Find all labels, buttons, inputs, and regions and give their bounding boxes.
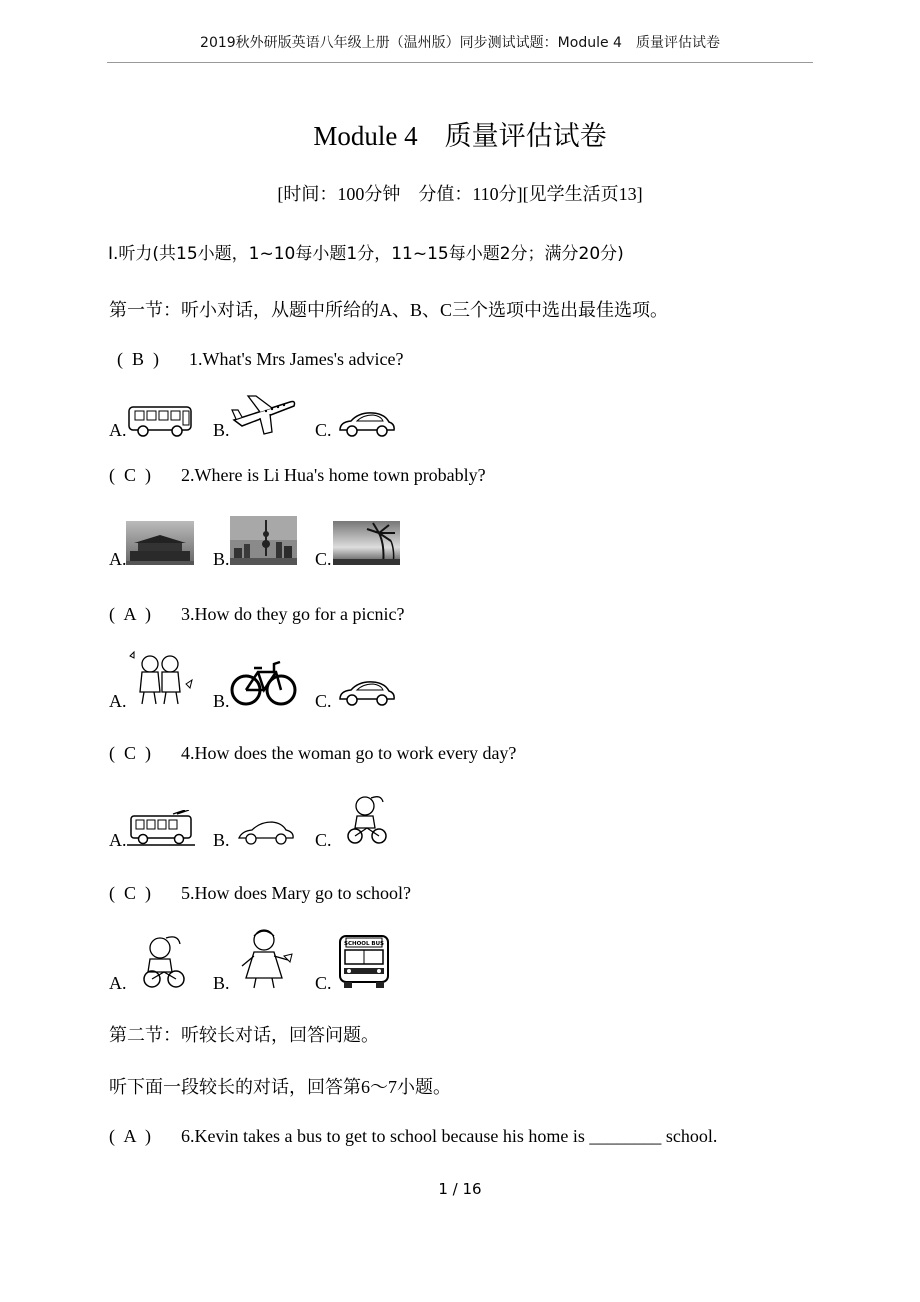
answer-letter: C — [123, 743, 136, 763]
question-6 — [109, 1126, 717, 1147]
option-label: A. — [109, 549, 127, 569]
answer-letter: A — [123, 604, 137, 624]
page-number: 1 / 16 — [438, 1180, 482, 1198]
car-icon — [337, 410, 397, 438]
girl-cycling-icon — [343, 792, 389, 846]
question-2 — [109, 465, 486, 486]
school-bus-icon — [336, 932, 392, 990]
answer-bracket: ( A ) — [109, 1126, 151, 1146]
option-label: C. — [315, 973, 332, 993]
option-label: B. — [213, 973, 230, 993]
option-label: C. — [315, 691, 332, 711]
option-label: A. — [109, 973, 127, 993]
question-5 — [109, 883, 411, 904]
option-label: B. — [213, 830, 230, 850]
option-label: A. — [109, 691, 127, 711]
school-bus-label: SCHOOL BUS — [344, 941, 384, 947]
option-label: A. — [109, 420, 127, 440]
option-label: B. — [213, 691, 230, 711]
option-label: C. — [315, 420, 332, 440]
question-text: 4.How does the woman go to work every day? — [181, 743, 517, 763]
option-label: C. — [315, 830, 332, 850]
section-heading-listening: Ⅰ.听力(共15小题，1~10每小题1分，11~15每小题2分；满分20分) — [108, 244, 624, 264]
girl-cycling-icon — [136, 932, 188, 990]
shanghai-skyline-photo — [230, 516, 297, 565]
header-divider — [107, 62, 813, 63]
exam-info: [时间：100分钟 分值：110分][见学生活页13] — [277, 184, 643, 204]
bicycle-icon — [230, 656, 297, 708]
question-3 — [109, 604, 404, 625]
option-label: B. — [213, 420, 230, 440]
answer-bracket: ( C ) — [109, 883, 151, 903]
question-1 — [117, 349, 403, 370]
answer-bracket: ( B ) — [117, 349, 159, 369]
answer-bracket: ( A ) — [109, 604, 151, 624]
trolleybus-icon — [127, 810, 195, 848]
part1-instruction: 第一节：听小对话，从题中所给的A、B、C三个选项中选出最佳选项。 — [109, 300, 669, 320]
palm-beach-photo — [333, 521, 400, 565]
question-text: 1.What's Mrs James's advice? — [189, 349, 404, 369]
girl-walking-icon — [236, 926, 294, 992]
answer-bracket: ( C ) — [109, 743, 151, 763]
question-text: 6.Kevin takes a bus to get to school because his home is ________ school. — [181, 1126, 718, 1146]
question-text: 3.How do they go for a picnic? — [181, 604, 405, 624]
option-label: A. — [109, 830, 127, 850]
car-icon — [236, 818, 296, 846]
children-walking-icon — [126, 650, 194, 708]
answer-letter: C — [123, 465, 136, 485]
question-4 — [109, 743, 516, 764]
part2-instruction: 听下面一段较长的对话，回答第6～7小题。 — [109, 1077, 451, 1097]
part2-heading: 第二节：听较长对话，回答问题。 — [109, 1025, 379, 1045]
answer-letter: C — [123, 883, 136, 903]
answer-letter: B — [131, 349, 144, 369]
answer-letter: A — [123, 1126, 137, 1146]
option-label: C. — [315, 549, 332, 569]
question-text: 2.Where is Li Hua's home town probably? — [181, 465, 486, 485]
car-icon — [337, 679, 397, 707]
page-title: Module 4 质量评估试卷 — [313, 121, 607, 151]
answer-bracket: ( C ) — [109, 465, 151, 485]
page-header: 2019秋外研版英语八年级上册（温州版）同步测试试题：Module 4 质量评估试卷 — [200, 35, 720, 51]
bus-icon — [127, 404, 195, 438]
option-label: B. — [213, 549, 230, 569]
question-text: 5.How does Mary go to school? — [181, 883, 411, 903]
tiananmen-photo — [126, 521, 194, 565]
airplane-icon — [230, 392, 298, 436]
